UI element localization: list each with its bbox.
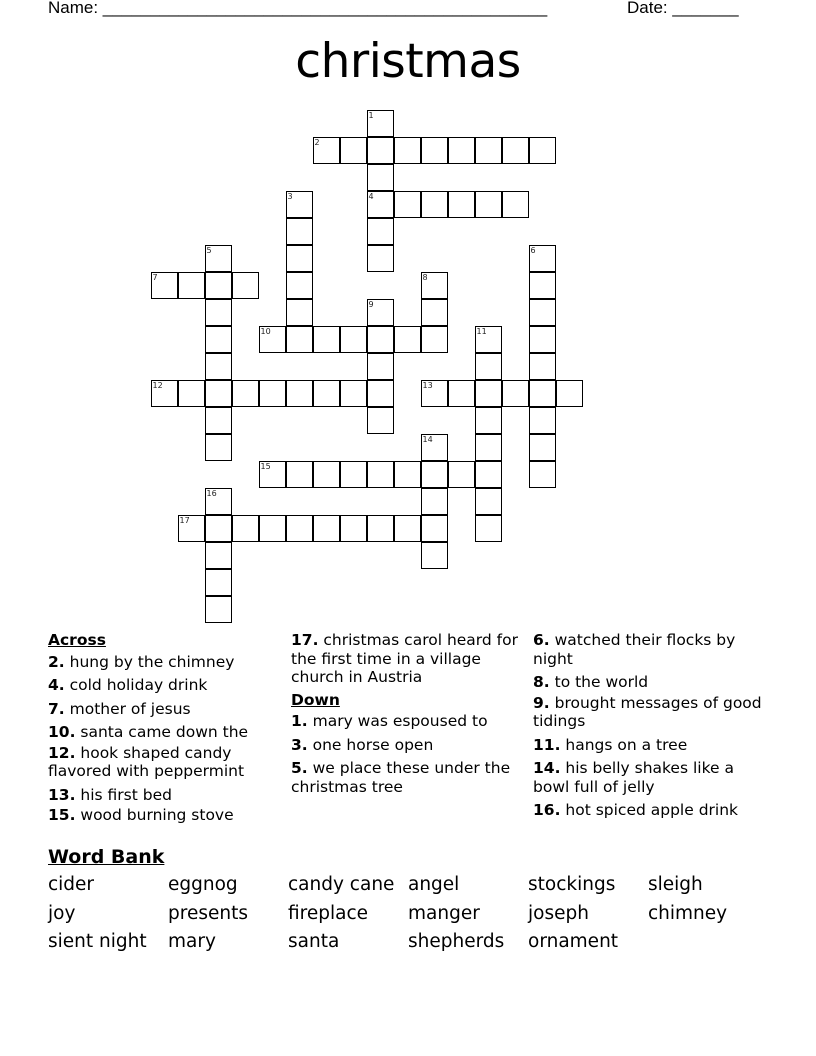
grid-cell[interactable] <box>421 326 448 353</box>
clue-text: hangs on a tree <box>560 735 688 754</box>
grid-cell[interactable] <box>232 272 259 299</box>
grid-cell[interactable] <box>421 380 448 407</box>
clue-number-label: 13 <box>422 380 433 390</box>
clue-text: santa came down the <box>75 723 249 741</box>
clue-text: wood burning stove <box>75 806 234 824</box>
grid-cell[interactable] <box>529 245 556 272</box>
clue-text: hung by the chimney <box>64 652 235 671</box>
clue-number-label: 14 <box>422 434 433 444</box>
clue-text: cold holiday drink <box>64 676 208 694</box>
grid-cell[interactable] <box>205 434 232 461</box>
grid-cell[interactable] <box>367 245 394 272</box>
grid-cell[interactable] <box>178 380 205 407</box>
clues-column-3 <box>533 631 773 825</box>
grid-cell[interactable] <box>475 407 502 434</box>
clue-number-label: 11 <box>476 326 487 336</box>
clue-text: hot spiced apple drink <box>560 801 739 819</box>
crossword-grid <box>151 110 611 630</box>
grid-cell[interactable] <box>205 515 232 542</box>
grid-cell[interactable] <box>475 515 502 542</box>
clue-number: 16. <box>533 801 561 819</box>
word-bank-item: joy <box>48 902 76 924</box>
word-bank-item: cider <box>48 874 95 895</box>
clue-number-label: 8 <box>422 272 428 282</box>
clue-text: christmas carol heard for the first time in a village church in Austria <box>291 631 518 686</box>
clue-number-label: 6 <box>530 245 536 255</box>
clue-text: his first bed <box>75 785 172 804</box>
word-bank-item: joseph <box>528 902 589 924</box>
grid-cell[interactable] <box>529 299 556 326</box>
clue-down-16 <box>533 801 773 820</box>
word-bank-row <box>48 903 768 932</box>
grid-cell[interactable] <box>205 407 232 434</box>
grid-cell[interactable] <box>421 434 448 461</box>
grid-cell[interactable] <box>286 515 313 542</box>
across-heading: Across <box>48 631 106 649</box>
clue-number: 5. <box>291 759 308 777</box>
clue-number-label: 7 <box>152 272 158 282</box>
grid-cell[interactable] <box>394 191 421 218</box>
grid-cell[interactable] <box>475 326 502 353</box>
grid-cell[interactable] <box>529 434 556 461</box>
grid-cell[interactable] <box>421 272 448 299</box>
grid-cell[interactable] <box>286 461 313 488</box>
grid-cell[interactable] <box>313 461 340 488</box>
grid-cell[interactable] <box>529 353 556 380</box>
grid-cell[interactable] <box>475 137 502 164</box>
word-bank-row <box>48 931 768 960</box>
clue-number: 11. <box>533 735 561 754</box>
clue-across-15 <box>48 806 278 825</box>
grid-cell[interactable] <box>205 326 232 353</box>
word-bank-item: presents <box>168 902 248 924</box>
word-bank-item: candy cane <box>288 874 395 895</box>
grid-cell[interactable] <box>394 461 421 488</box>
grid-cell[interactable] <box>286 272 313 299</box>
grid-cell[interactable] <box>475 191 502 218</box>
grid-cell[interactable] <box>475 461 502 488</box>
grid-cell[interactable] <box>340 461 367 488</box>
grid-cell[interactable] <box>421 542 448 569</box>
grid-cell[interactable] <box>286 299 313 326</box>
grid-cell[interactable] <box>367 326 394 353</box>
grid-cell[interactable] <box>367 515 394 542</box>
grid-cell[interactable] <box>313 380 340 407</box>
clue-across-7 <box>48 700 278 719</box>
word-bank-row <box>48 874 768 903</box>
clue-number-label: 15 <box>260 461 271 471</box>
grid-cell[interactable] <box>340 137 367 164</box>
clue-number-label: 17 <box>179 515 190 525</box>
grid-cell[interactable] <box>529 380 556 407</box>
clue-number: 12. <box>48 743 76 762</box>
puzzle-title: christmas <box>295 34 521 89</box>
grid-cell[interactable] <box>394 137 421 164</box>
clue-number: 14. <box>533 759 561 777</box>
grid-cell[interactable] <box>367 110 394 137</box>
clue-down-11 <box>533 736 773 755</box>
grid-cell[interactable] <box>367 299 394 326</box>
clue-down-3 <box>291 736 521 755</box>
clue-across-10 <box>48 723 278 742</box>
down-heading: Down <box>291 690 340 709</box>
grid-cell[interactable] <box>421 137 448 164</box>
grid-cell[interactable] <box>232 515 259 542</box>
grid-cell[interactable] <box>205 380 232 407</box>
grid-cell[interactable] <box>205 353 232 380</box>
grid-cell[interactable] <box>286 218 313 245</box>
grid-cell[interactable] <box>286 380 313 407</box>
grid-cell[interactable] <box>367 191 394 218</box>
clue-down-14 <box>533 759 773 796</box>
grid-cell[interactable] <box>475 380 502 407</box>
word-bank <box>48 874 768 960</box>
clue-number-label: 12 <box>152 380 163 390</box>
grid-cell[interactable] <box>340 380 367 407</box>
grid-cell[interactable] <box>259 380 286 407</box>
word-bank-item: stockings <box>528 874 616 895</box>
clue-number: 3. <box>291 735 308 754</box>
name-field-label: Name: _______________________________________________ <box>48 0 548 17</box>
clue-text: mary was espoused to <box>307 712 488 730</box>
clue-number-label: 5 <box>206 245 212 255</box>
clue-number-label: 10 <box>260 326 271 336</box>
clue-text: his belly shakes like a bowl full of jelly <box>533 759 734 796</box>
grid-cell[interactable] <box>367 218 394 245</box>
clue-across-2 <box>48 653 278 672</box>
word-bank-heading: Word Bank <box>48 846 165 868</box>
grid-cell[interactable] <box>286 326 313 353</box>
clue-text: watched their flocks by night <box>533 631 736 668</box>
grid-cell[interactable] <box>340 515 367 542</box>
grid-cell[interactable] <box>259 515 286 542</box>
clue-text: hook shaped candy flavored with peppermint <box>48 743 245 780</box>
grid-cell[interactable] <box>502 137 529 164</box>
word-bank-item: chimney <box>648 902 728 924</box>
grid-cell[interactable] <box>205 569 232 596</box>
grid-cell[interactable] <box>205 245 232 272</box>
grid-cell[interactable] <box>529 326 556 353</box>
grid-cell[interactable] <box>502 380 529 407</box>
clue-across-17 <box>291 631 521 687</box>
word-bank-item: eggnog <box>168 874 238 895</box>
grid-cell[interactable] <box>286 191 313 218</box>
grid-cell[interactable] <box>556 380 583 407</box>
grid-cell[interactable] <box>475 488 502 515</box>
grid-cell[interactable] <box>394 326 421 353</box>
clue-number: 17. <box>291 631 319 649</box>
grid-cell[interactable] <box>205 542 232 569</box>
clue-text: one horse open <box>307 735 434 754</box>
clue-down-1 <box>291 712 521 731</box>
clue-number: 4. <box>48 676 65 694</box>
grid-cell[interactable] <box>529 272 556 299</box>
grid-cell[interactable] <box>448 137 475 164</box>
grid-cell[interactable] <box>313 137 340 164</box>
grid-cell[interactable] <box>529 461 556 488</box>
clues-column-2 <box>291 631 521 801</box>
grid-cell[interactable] <box>367 164 394 191</box>
grid-cell[interactable] <box>259 326 286 353</box>
clue-text: to the world <box>549 673 649 691</box>
word-bank-item: shepherds <box>408 931 505 952</box>
clue-text: brought messages of good tidings <box>533 693 762 730</box>
grid-cell[interactable] <box>178 515 205 542</box>
word-bank-item: ornament <box>528 931 619 952</box>
clue-number: 13. <box>48 785 76 804</box>
clue-number: 7. <box>48 699 65 718</box>
clues-column-1 <box>48 631 278 830</box>
clue-number: 9. <box>533 693 550 712</box>
grid-cell[interactable] <box>421 461 448 488</box>
clue-number: 10. <box>48 723 76 741</box>
grid-cell[interactable] <box>259 461 286 488</box>
clue-down-5 <box>291 759 521 796</box>
grid-cell[interactable] <box>367 137 394 164</box>
grid-cell[interactable] <box>205 488 232 515</box>
clue-number: 1. <box>291 712 308 730</box>
grid-cell[interactable] <box>475 434 502 461</box>
clue-number-label: 4 <box>368 191 374 201</box>
grid-cell[interactable] <box>367 407 394 434</box>
grid-cell[interactable] <box>448 191 475 218</box>
clue-number-label: 16 <box>206 488 217 498</box>
grid-cell[interactable] <box>313 326 340 353</box>
clue-number-label: 2 <box>314 137 320 147</box>
clue-down-8 <box>533 673 773 692</box>
grid-cell[interactable] <box>367 461 394 488</box>
grid-cell[interactable] <box>232 380 259 407</box>
word-bank-item: fireplace <box>288 902 369 924</box>
grid-cell[interactable] <box>421 299 448 326</box>
grid-cell[interactable] <box>205 272 232 299</box>
grid-cell[interactable] <box>421 488 448 515</box>
clue-across-12 <box>48 744 278 781</box>
word-bank-item: santa <box>288 931 340 952</box>
word-bank-item: mary <box>168 931 216 952</box>
grid-cell[interactable] <box>205 299 232 326</box>
clue-number-label: 1 <box>368 110 374 120</box>
word-bank-item: sleigh <box>648 874 703 895</box>
grid-cell[interactable] <box>475 353 502 380</box>
clue-number-label: 3 <box>287 191 293 201</box>
grid-cell[interactable] <box>502 191 529 218</box>
clue-down-6 <box>533 631 773 668</box>
grid-cell[interactable] <box>367 380 394 407</box>
grid-cell[interactable] <box>448 461 475 488</box>
clue-text: we place these under the christmas tree <box>291 759 511 796</box>
grid-cell[interactable] <box>205 596 232 623</box>
grid-cell[interactable] <box>151 272 178 299</box>
date-field-label: Date: _______ <box>627 0 739 17</box>
word-bank-item: angel <box>408 874 460 895</box>
grid-cell[interactable] <box>178 272 205 299</box>
grid-cell[interactable] <box>367 353 394 380</box>
grid-cell[interactable] <box>340 326 367 353</box>
grid-cell[interactable] <box>286 245 313 272</box>
clue-number: 8. <box>533 673 550 691</box>
word-bank-item: sient night <box>48 931 147 952</box>
grid-cell[interactable] <box>394 515 421 542</box>
grid-cell[interactable] <box>313 515 340 542</box>
clue-number: 6. <box>533 631 550 649</box>
clue-number: 2. <box>48 652 65 671</box>
clue-text: mother of jesus <box>64 699 191 718</box>
grid-cell[interactable] <box>421 515 448 542</box>
clue-across-13 <box>48 786 278 805</box>
word-bank-item: manger <box>408 902 480 924</box>
grid-cell[interactable] <box>448 380 475 407</box>
grid-cell[interactable] <box>529 137 556 164</box>
clue-across-4 <box>48 676 278 695</box>
clue-number-label: 9 <box>368 299 374 309</box>
clue-number: 15. <box>48 806 76 824</box>
grid-cell[interactable] <box>529 407 556 434</box>
clue-down-9 <box>533 694 773 731</box>
grid-cell[interactable] <box>151 380 178 407</box>
grid-cell[interactable] <box>421 191 448 218</box>
